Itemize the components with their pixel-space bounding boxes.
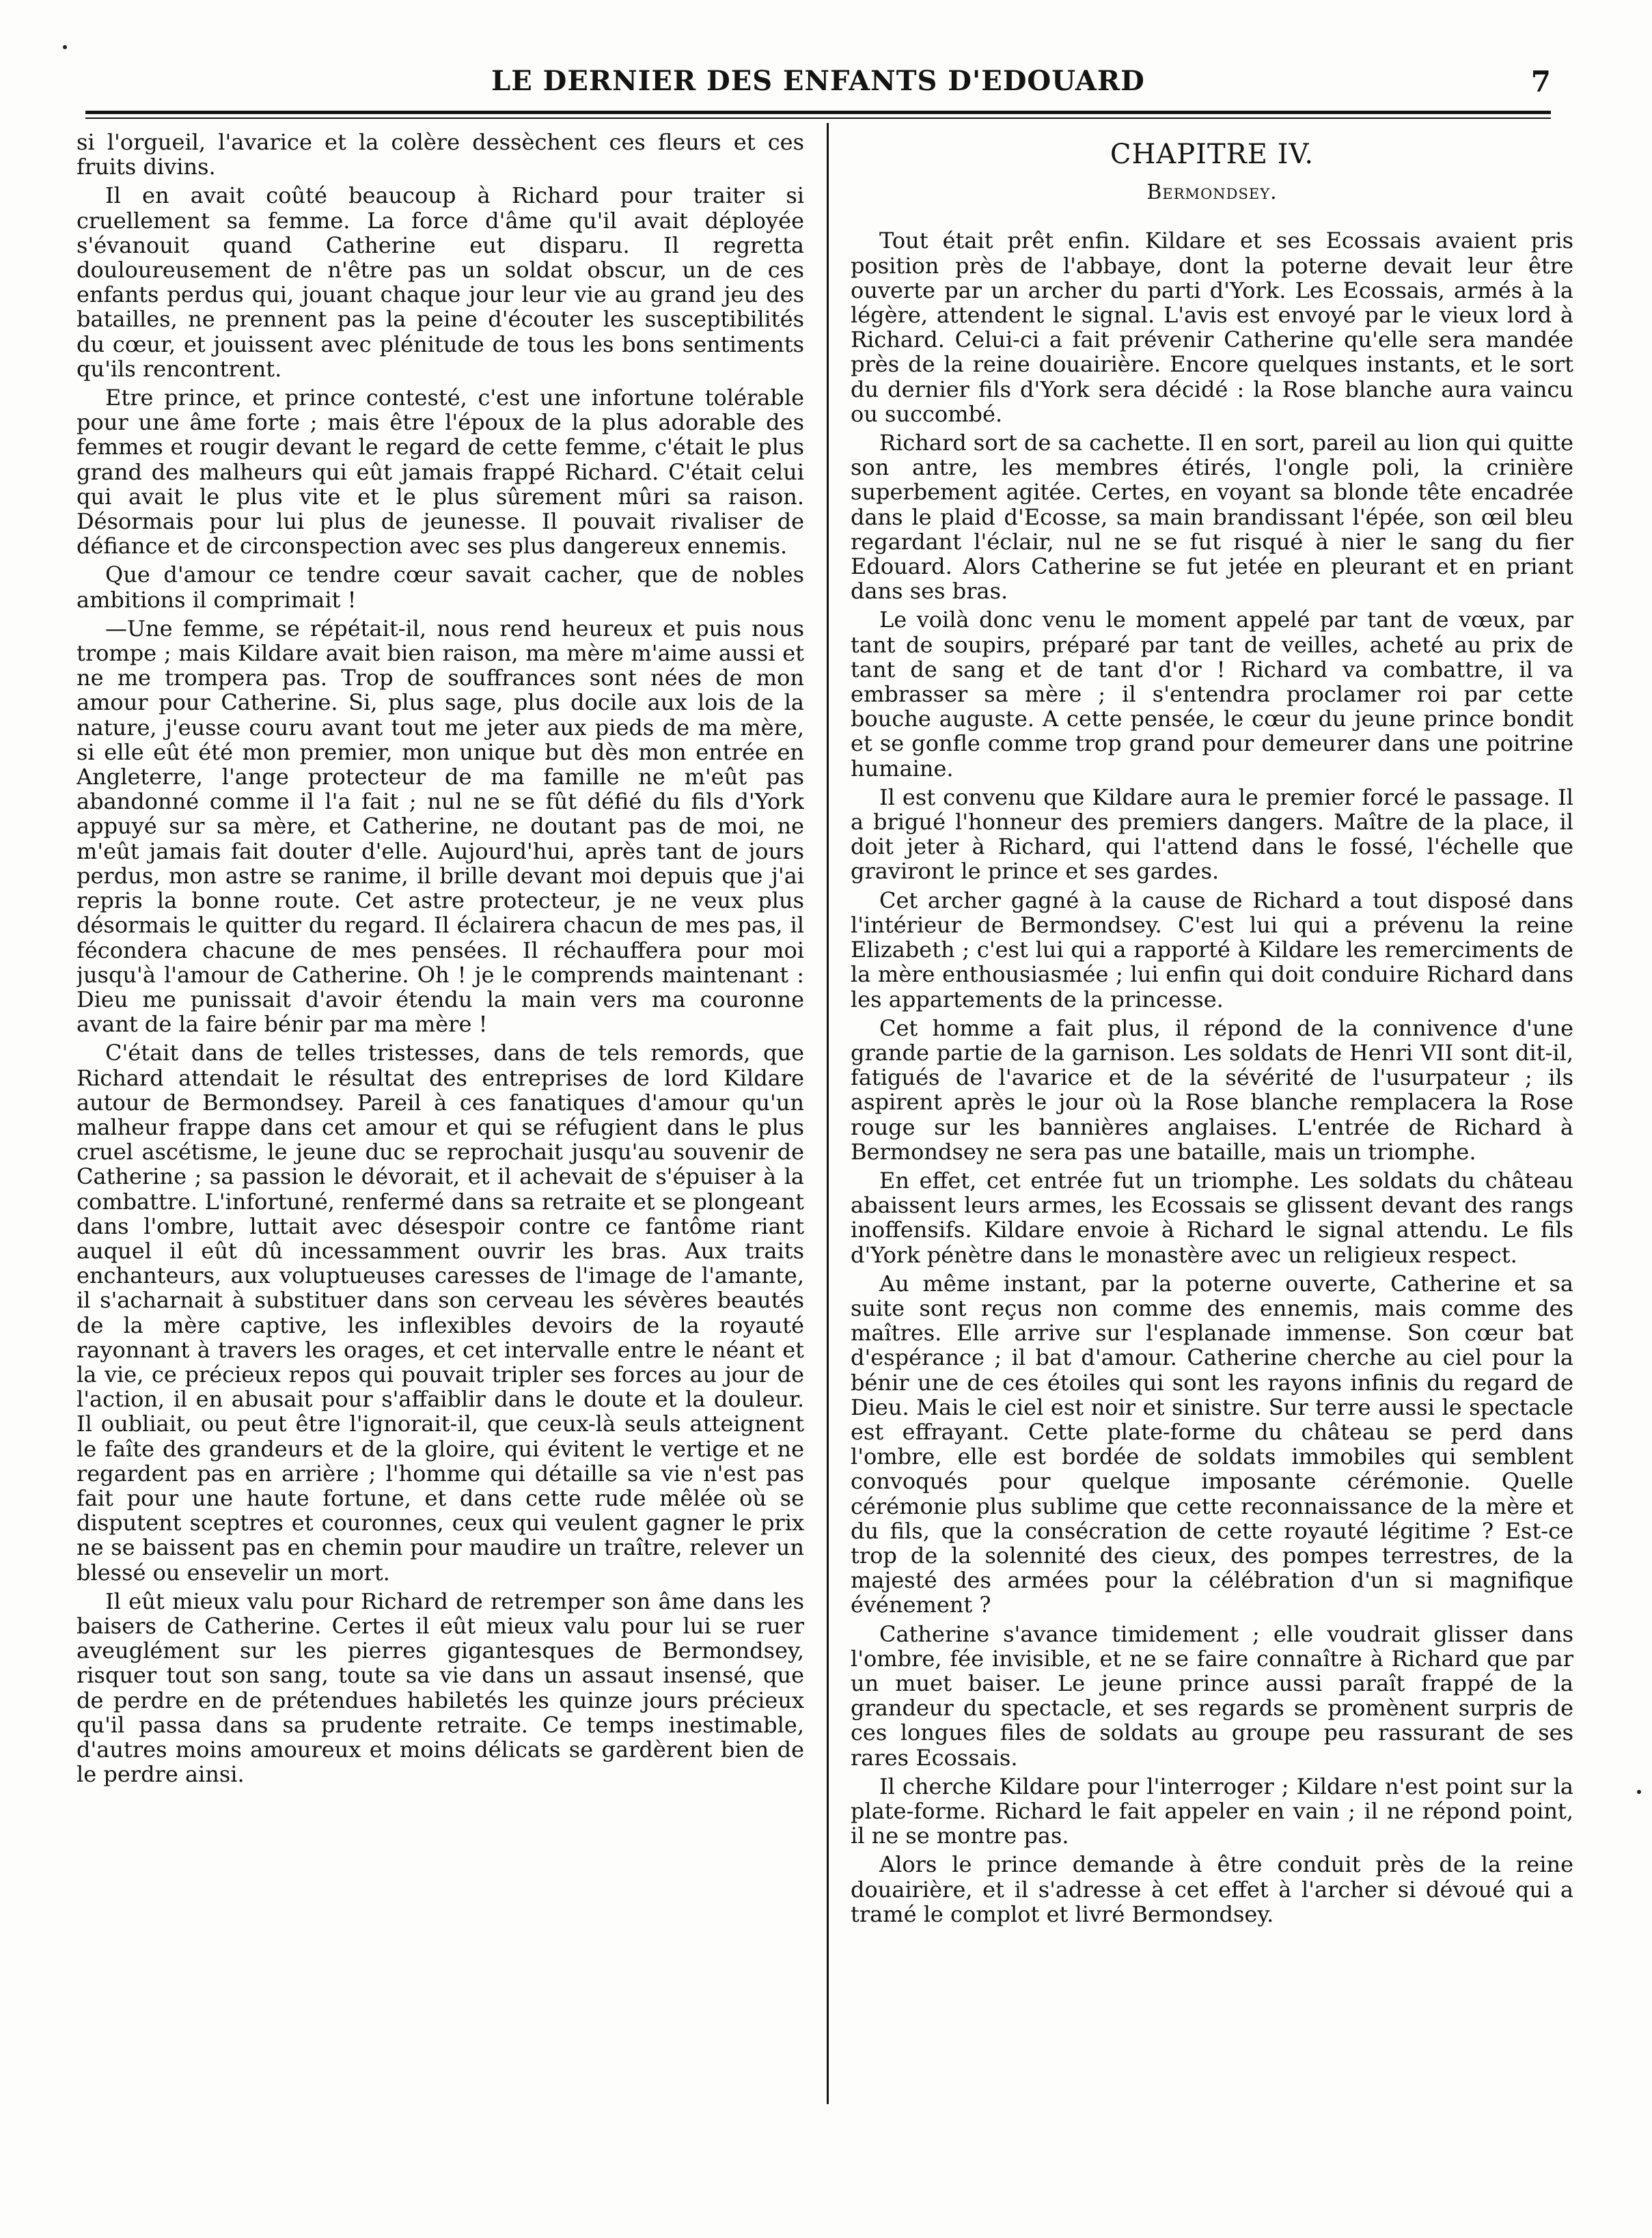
- print-speck: [1637, 1790, 1641, 1794]
- paragraph: —Une femme, se répétait-il, nous rend heureux et puis nous trompe ; mais Kildare avait bien raison, ma mère m'aime aussi et ne me trompera pas. Trop de souffrances sont nées de mon amour pour Catherine. Si, plus sage, plus docile aux lois de la nature, j'eusse couru avant tout me jeter aux pieds de ma mère, si elle eût été mon premier, mon unique but dès mon entrée en Angleterre, l'ange protecteur de ma famille ne m'eût pas abandonné comme il l'a fait ; nul ne se fût défié du fils d'York appuyé sur sa mère, et Catherine, ne doutant pas de moi, ne m'eût jamais fait douter d'elle. Aujourd'hui, après tant de jours perdus, mon astre se ranime, il brille devant moi depuis que j'ai repris la bonne route. Cet astre protecteur, je ne veux plus désormais le quitter du regard. Il éclairera chacun de mes pas, il fécondera chacune de mes pensées. Il réchauffera pour moi jusqu'à l'amour de Catherine. Oh ! je le comprends maintenant : Dieu me punissait d'avoir étendu la main vers ma couronne avant de la faire bénir par ma mère !: [77, 615, 804, 1038]
- paragraph: Il est convenu que Kildare aura le premier forcé le passage. Il a brigué l'honneur des premiers dangers. Maître de la place, il doit jeter à Richard, qui l'attend dans le fossé, l'échelle que graviront le prince et ses gardes.: [851, 784, 1573, 885]
- paragraph: Cet homme a fait plus, il répond de la connivence d'une grande partie de la garnison. Les soldats de Henri VII sont dit-il, fatigués de l'avarice et de la sévérité de l'usurpateur ; ils aspirent après le jour où la Rose blanche remplacera la Rose rouge sur les bannières anglaises. L'entrée de Richard à Bermondsey ne sera pas une bataille, mais un triomphe.: [851, 1014, 1573, 1165]
- print-speck: [63, 45, 67, 49]
- paragraph: Il cherche Kildare pour l'interroger ; Kildare n'est point sur la plate-forme. Richard le fait appeler en vain ; il ne répond point, il ne se montre pas.: [851, 1773, 1573, 1849]
- paragraph: Alors le prince demande à être conduit près de la reine douairière, et il s'adresse à cet effet à l'archer si dévoué qui a tramé le complot et livré Bermondsey.: [851, 1851, 1573, 1927]
- column-divider: [827, 123, 829, 2104]
- left-column: [77, 130, 804, 2097]
- paragraph: C'était dans de telles tristesses, dans de tels remords, que Richard attendait le résultat des entreprises de lord Kildare autour de Bermondsey. Pareil à ces fanatiques d'amour qu'un malheur frappe dans cet amour et qui se réfugient dans le plus cruel ascétisme, le jeune duc se reprochait jusqu'au souvenir de Catherine ; sa passion le dévorait, et il achevait de s'épuiser à la combattre. L'infortuné, renfermé dans sa retraite et se plongeant dans l'ombre, luttait avec désespoir contre ce fantôme riant auquel il eût dû incessamment ouvrir les bras. Aux traits enchanteurs, aux voluptueuses caresses de l'image de l'amante, il s'acharnait à substituer dans son cerveau les sévères beautés de la mère captive, les inflexibles devoirs de la royauté rayonnant à travers les orages, et cet intervalle entre le néant et la vie, ce précieux repos qui pouvait tripler ses forces au jour de l'action, il en abusait pour s'affaiblir dans le doute et la douleur. Il oubliait, ou peut être l'ignorait-il, que ceux-là seuls atteignent le faîte des grandeurs et de la gloire, qui évitent le vertige et ne regardent pas en arrière ; l'homme qui détaille sa vie n'est pas fait pour une haute fortune, et dans cette rude mêlée où se disputent sceptres et couronnes, ceux qui veulent gagner le prix ne se baissent pas en chemin pour maudire un traître, relever un blessé ou ensevelir un mort.: [77, 1040, 804, 1586]
- chapter-subtitle: Bermondsey.: [1146, 180, 1278, 205]
- paragraph: Tout était prêt enfin. Kildare et ses Ecossais avaient pris position près de l'abbaye, dont la poterne devait leur être ouverte par un archer du parti d'York. Les Ecossais, armés à la légère, attendent le signal. L'avis est envoyé par le vieux lord à Richard. Celui-ci a fait prévenir Catherine qu'elle sera mandée près de la reine douairière. Encore quelques instants, et le sort du dernier fils d'York sera décidé : la Rose blanche aura vaincu ou succombé.: [851, 227, 1573, 427]
- right-column: [851, 130, 1573, 2097]
- paragraph: Le voilà donc venu le moment appelé par tant de vœux, par tant de soupirs, préparé par tant de veilles, acheté au prix de tant de sang et de tant d'or ! Richard va combattre, il va embrasser sa mère ; il s'entendra proclamer roi par cette bouche auguste. A cette pensée, le cœur du jeune prince bondit et se gonfle comme trop grand pour demeurer dans une poitrine humaine.: [851, 607, 1573, 782]
- header-rule-thin: [85, 118, 1551, 119]
- paragraph: Etre prince, et prince contesté, c'est une infortune tolérable pour une âme forte ; mais être l'époux de la plus adorable des femmes et rougir devant le regard de cette femme, c'était le plus grand des malheurs qui eût jamais frappé Richard. C'était celui qui avait le plus vite et le plus sûrement mûri sa raison. Désormais pour lui plus de jeunesse. Il pouvait rivaliser de défiance et de circonspection avec ses plus dangereux ennemis.: [77, 385, 804, 560]
- paragraph: Que d'amour ce tendre cœur savait cacher, que de nobles ambitions il comprimait !: [77, 562, 804, 613]
- running-header: [85, 65, 1551, 103]
- paragraph: Catherine s'avance timidement ; elle voudrait glisser dans l'ombre, fée invisible, et ne se faire connaître à Richard que par un muet baiser. Le jeune prince aussi paraît frappé de la grandeur du spectacle, et ses regards se promènent surpris de ces longues files de soldats au groupe peu rassurant de ses rares Ecossais.: [851, 1620, 1573, 1771]
- chapter-title: CHAPITRE IV.: [1110, 139, 1314, 170]
- page-number: 7: [1530, 65, 1551, 98]
- paragraph: Au même instant, par la poterne ouverte, Catherine et sa suite sont reçus non comme des ennemis, mais comme des maîtres. Elle arrive sur l'esplanade immense. Son cœur bat d'espérance ; il bat d'amour. Catherine cherche au ciel pour la bénir une de ces étoiles qui sont les rayons infinis du regard de Dieu. Mais le ciel est noir et sinistre. Sur terre aussi le spectacle est effrayant. Cette plate-forme du château se perd dans l'ombre, elle est bordée de soldats immobiles qui semblent convoqués pour quelque imposante cérémonie. Quelle cérémonie plus sublime que cette reconnaissance de la mère et du fils, que la consécration de cette royauté légitime ? Est-ce trop de la solennité des cieux, des pompes terrestres, de la majesté des armées pour la célébration d'un si magnifique événement ?: [851, 1270, 1573, 1618]
- paragraph: si l'orgueil, l'avarice et la colère dessèchent ces fleurs et ces fruits divins.: [77, 130, 804, 180]
- paragraph: Cet archer gagné à la cause de Richard a tout disposé dans l'intérieur de Bermondsey. C'est lui qui a prévenu la reine Elizabeth ; c'est lui qui a rapporté à Kildare les remerciments de la mère enthousiasmée ; lui enfin qui doit conduire Richard dans les appartements de la princesse.: [851, 887, 1573, 1012]
- header-rule-thick: [85, 111, 1551, 114]
- paragraph: Il eût mieux valu pour Richard de retremper son âme dans les baisers de Catherine. Certes il eût mieux valu pour lui se ruer aveuglément sur les pierres gigantesques de Bermondsey, risquer tout son sang, toute sa vie dans un assaut insensé, que de perdre en de prétendues habiletés les quinze jours précieux qu'il passa dans sa prudente retraite. Ce temps inestimable, d'autres moins amoureux et moins délicats se gardèrent bien de le perdre ainsi.: [77, 1588, 804, 1788]
- paragraph: En effet, cet entrée fut un triomphe. Les soldats du château abaissent leurs armes, les Ecossais se glissent devant des rangs inoffensifs. Kildare envoie à Richard le signal attendu. Le fils d'York pénètre dans le monastère avec un religieux respect.: [851, 1167, 1573, 1268]
- paragraph: Richard sort de sa cachette. Il en sort, pareil au lion qui quitte son antre, les membres étirés, l'ongle poli, la crinière superbement agitée. Certes, en voyant sa blonde tête encadrée dans le plaid d'Ecosse, sa main brandissant l'épée, son œil bleu regardant l'éclair, nul ne se fut risqué à nier le sang du fier Edouard. Alors Catherine se fut jetée en pleurant et en priant dans ses bras.: [851, 430, 1573, 605]
- paragraph: Il en avait coûté beaucoup à Richard pour traiter si cruellement sa femme. La force d'âme qu'il avait déployée s'évanouit quand Catherine eut disparu. Il regretta douloureusement de n'être pas un soldat obscur, un de ces enfants perdus qui, jouant chaque jour leur vie au grand jeu des batailles, ne prennent pas la peine d'écouter les susceptibilités du cœur, et jouissent avec plénitude de tous les bons sentiments qu'ils rencontrent.: [77, 182, 804, 382]
- running-title: LE DERNIER DES ENFANTS D'EDOUARD: [491, 65, 1145, 97]
